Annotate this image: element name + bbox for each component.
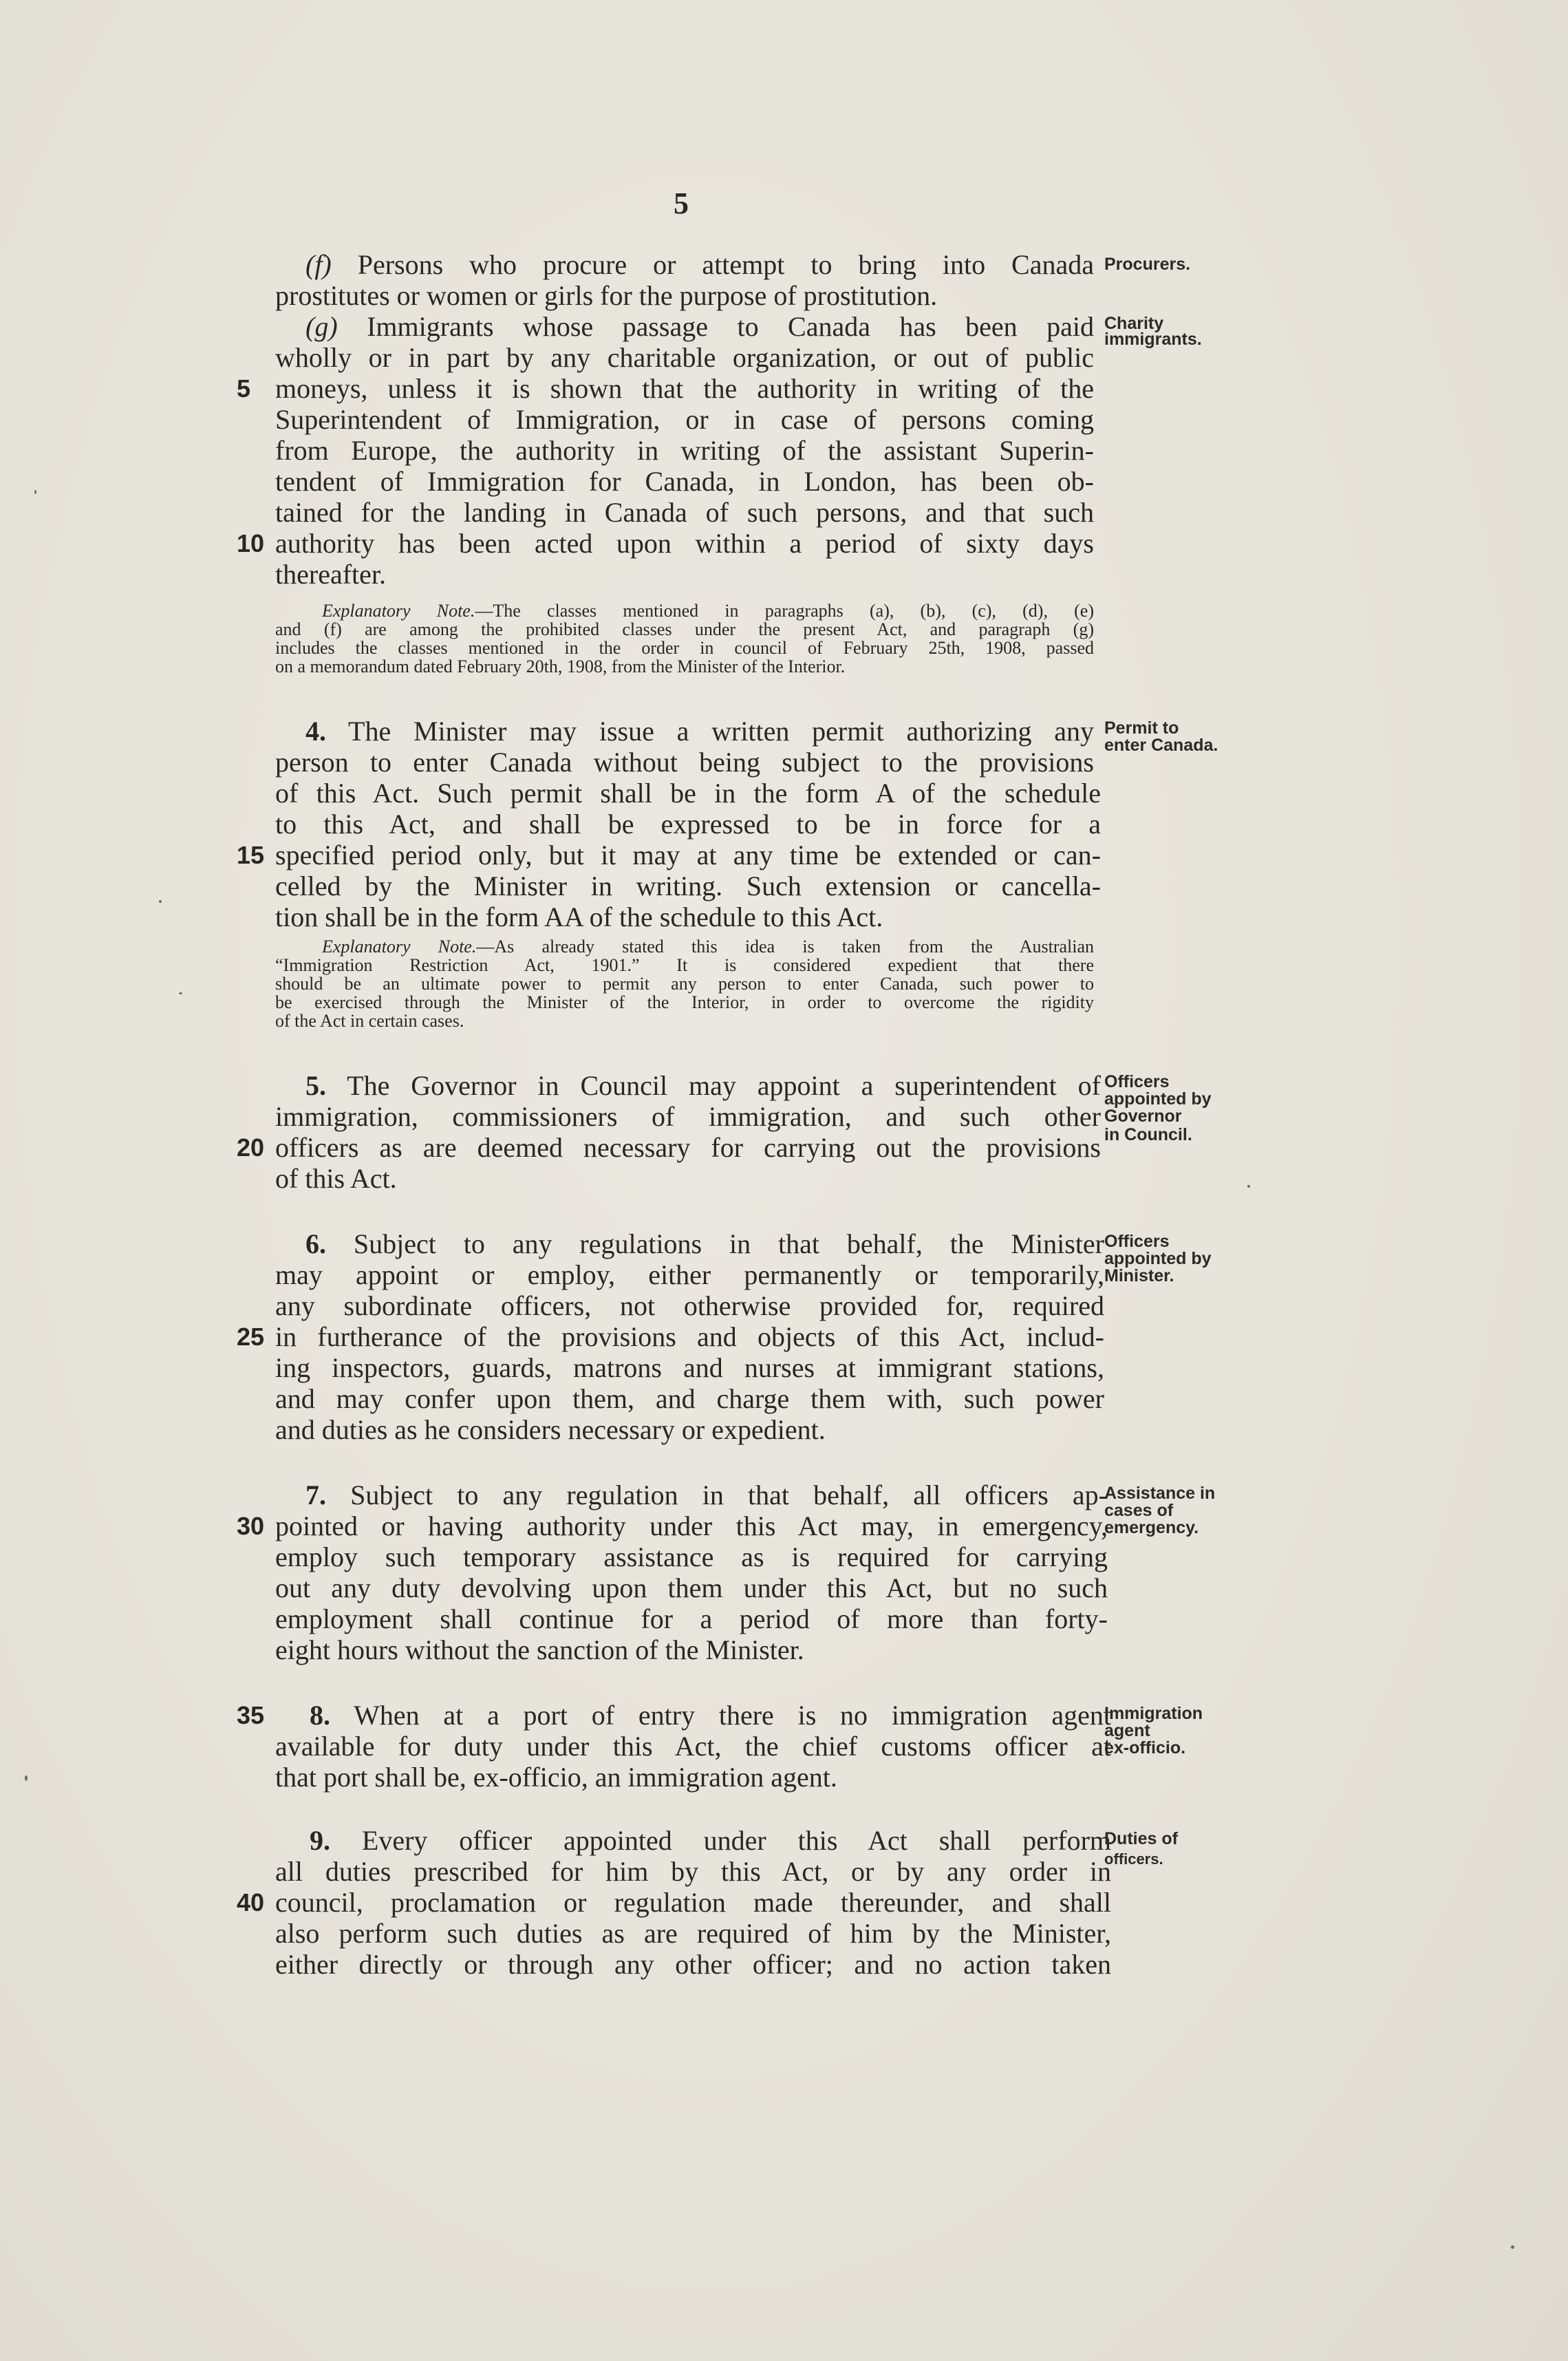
margin-note-permit: Permit to enter Canada. (1104, 718, 1218, 755)
paragraph-g (237, 311, 1094, 590)
text-line: that port shall be, ex-officio, an immigration agent. (275, 1762, 837, 1793)
text-line: prostitutes or women or girls for the purpose of prostitution. (275, 280, 938, 311)
margin-note-officers-governor: Officers appointed by Governor in Council. (1104, 1072, 1212, 1144)
text-line: wholly or in part by any charitable organization, or out of public (275, 342, 1094, 373)
section-4 (237, 716, 1101, 932)
line-number: 30 (237, 1512, 265, 1540)
scan-speck (34, 490, 36, 494)
section-9 (237, 1825, 1111, 1980)
text-line: celled by the Minister in writing. Such extension or cancella- (275, 870, 1101, 901)
section-number: 6. (305, 1228, 326, 1259)
text-line: 30 pointed or having authority under this Act may, in emergency, (237, 1510, 1108, 1541)
text-line: 7. Subject to any regulation in that behalf, all officers ap- (305, 1479, 1108, 1510)
text-line: may appoint or employ, either permanently or temporarily, (275, 1259, 1104, 1290)
note-label: Explanatory Note. (322, 937, 477, 957)
paragraph-label: (g) (305, 311, 338, 342)
note-line: of the Act in certain cases. (275, 1011, 464, 1031)
note-line: Explanatory Note.—As already stated this idea is taken from the Australian (322, 937, 1095, 957)
text-line: either directly or through any other officer; and no action taken (275, 1949, 1111, 1980)
text-line: person to enter Canada without being subject to the provisions (275, 747, 1094, 778)
text-line: 35 8. When at a port of entry there is no immigration agent (237, 1700, 1111, 1731)
note-label: Explanatory Note. (322, 601, 475, 621)
text-line: also perform such duties as are required of him by the Minister, (275, 1918, 1111, 1949)
page-number: 5 (674, 186, 689, 220)
scan-speck (179, 992, 182, 994)
section-8 (237, 1700, 1111, 1793)
line-number: 40 (237, 1888, 265, 1916)
line-number: 10 (237, 529, 265, 557)
text-line: 40 council, proclamation or regulation made thereunder, and shall (237, 1887, 1111, 1918)
text-line: tion shall be in the form AA of the schedule to this Act. (275, 901, 883, 932)
section-number: 5. (305, 1070, 326, 1101)
section-5 (237, 1070, 1101, 1194)
note-line: be exercised through the Minister of the Interior, in order to overcome the rigidity (275, 992, 1094, 1012)
text-line: ing inspectors, guards, matrons and nurses at immigrant stations, (275, 1352, 1104, 1383)
note-line: should be an ultimate power to permit any person to enter Canada, such power to (275, 974, 1094, 994)
note-line: and (f) are among the prohibited classes under the present Act, and paragraph (g) (275, 619, 1094, 639)
scan-speck (159, 900, 162, 903)
line-number: 25 (237, 1323, 265, 1351)
text-line: and may confer upon them, and charge them with, such power (275, 1383, 1104, 1414)
paragraph-label: (f) (305, 249, 332, 280)
text-line: available for duty under this Act, the chief customs officer at (275, 1731, 1111, 1762)
section-number: 7. (305, 1479, 326, 1510)
line-number: 15 (237, 841, 265, 869)
text-line: thereafter. (275, 559, 386, 590)
text-line: 5. The Governor in Council may appoint a superintendent of (305, 1070, 1101, 1101)
text-line: immigration, commissioners of immigration, and such other (275, 1101, 1101, 1132)
text-line: employment shall continue for a period of more than forty- (275, 1603, 1108, 1634)
line-number: 35 (237, 1701, 265, 1729)
scan-speck (25, 1775, 28, 1781)
margin-note-duties: Duties of officers. (1104, 1829, 1178, 1868)
margin-note-procurers: Procurers. (1104, 255, 1191, 274)
note-line: on a memorandum dated February 20th, 1908, from the Minister of the Interior. (275, 656, 846, 676)
text-line: any subordinate officers, not otherwise provided for, required (275, 1290, 1104, 1321)
text-line: out any duty devolving upon them under this Act, but no such (275, 1572, 1108, 1603)
text-line: (f) Persons who procure or attempt to bring into Canada (305, 249, 1094, 280)
margin-note-assistance: Assistance in cases of emergency. (1104, 1484, 1216, 1537)
line-number: 5 (237, 374, 251, 403)
section-number: 4. (305, 716, 326, 747)
section-number: 8. (310, 1700, 330, 1731)
text-line: and duties as he considers necessary or expedient. (275, 1414, 826, 1445)
text-line: 20 officers as are deemed necessary for carrying out the provisions (237, 1132, 1101, 1163)
text-line: 9. Every officer appointed under this Act shall perform (310, 1825, 1111, 1856)
note-line: includes the classes mentioned in the order in council of February 25th, 1908, passed (275, 638, 1094, 658)
text-line: employ such temporary assistance as is required for carrying (275, 1541, 1108, 1572)
text-line: tained for the landing in Canada of such persons, and that such (275, 497, 1094, 528)
text-line: 5 moneys, unless it is shown that the authority in writing of the (237, 373, 1094, 404)
text-line: of this Act. (275, 1163, 397, 1194)
explanatory-note-4 (275, 937, 1094, 1030)
text-line: 6. Subject to any regulations in that behalf, the Minister (305, 1228, 1104, 1259)
text-line: (g) Immigrants whose passage to Canada has been paid (305, 311, 1094, 342)
text-line: eight hours without the sanction of the Minister. (275, 1634, 804, 1665)
text-line: from Europe, the authority in writing of the assistant Superin- (275, 435, 1094, 466)
text-line: to this Act, and shall be expressed to be in force for a (275, 809, 1101, 840)
text-line: all duties prescribed for him by this Act, or by any order in (275, 1856, 1111, 1887)
explanatory-note-g (275, 601, 1094, 676)
margin-note-charity-immigrants: Charity immigrants. (1104, 314, 1202, 349)
note-line: “Immigration Restriction Act, 1901.” It is considered expedient that there (275, 955, 1094, 975)
scan-speck (1511, 2245, 1514, 2249)
text-line: of this Act. Such permit shall be in the form A of the schedule (275, 778, 1101, 809)
paragraph-f (275, 249, 1094, 311)
text-line: 15 specified period only, but it may at any time be extended or can- (237, 840, 1101, 870)
text-line: Superintendent of Immigration, or in case of persons coming (275, 404, 1094, 435)
line-number: 20 (237, 1133, 265, 1162)
text-line: 10 authority has been acted upon within a period of sixty days (237, 528, 1094, 559)
note-line: Explanatory Note.—The classes mentioned in paragraphs (a), (b), (c), (d), (e) (322, 601, 1094, 621)
text-line: 4. The Minister may issue a written permit authorizing any (305, 716, 1094, 747)
margin-note-officers-minister: Officers appointed by Minister. (1104, 1232, 1212, 1285)
section-6 (237, 1228, 1104, 1445)
section-7 (237, 1479, 1108, 1665)
text-line: 25 in furtherance of the provisions and objects of this Act, includ- (237, 1321, 1104, 1352)
scan-speck (1247, 1185, 1250, 1188)
text-line: tendent of Immigration for Canada, in London, has been ob- (275, 466, 1094, 497)
section-number: 9. (310, 1825, 330, 1856)
margin-note-immigration-agent: Immigration agent ex-officio. (1104, 1704, 1203, 1758)
